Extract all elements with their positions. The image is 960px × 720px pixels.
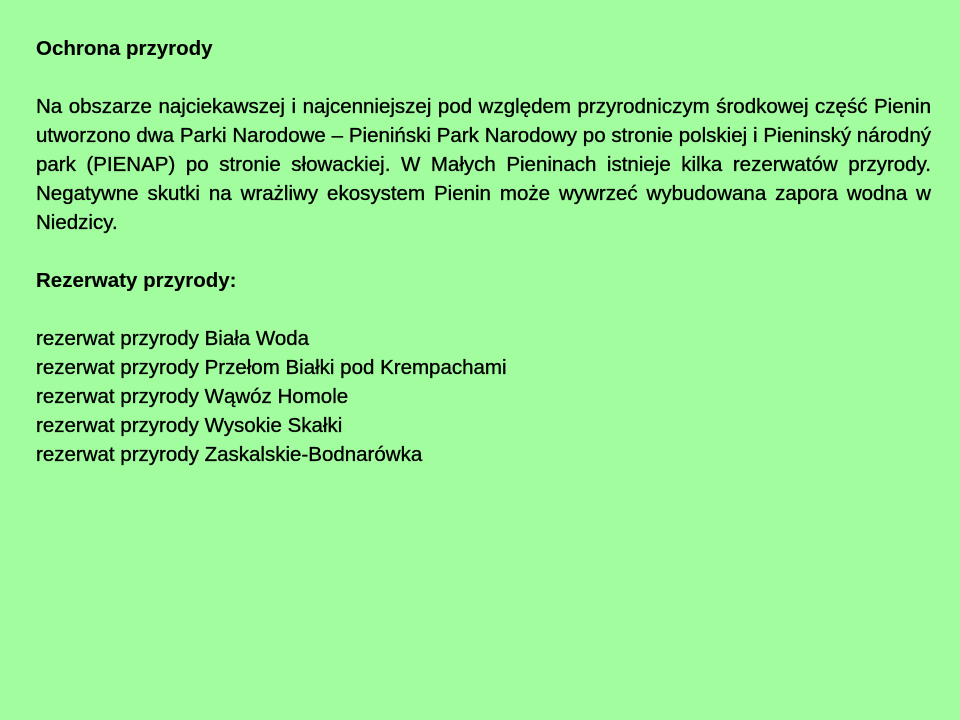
slide-content xyxy=(36,34,936,469)
page-title: Ochrona przyrody xyxy=(36,37,213,60)
list-item: rezerwat przyrody Wąwóz Homole xyxy=(36,385,349,408)
reserves-list xyxy=(36,324,936,469)
reserves-heading: Rezerwaty przyrody: xyxy=(36,269,237,292)
list-item: rezerwat przyrody Biała Woda xyxy=(36,327,310,350)
list-item: rezerwat przyrody Wysokie Skałki xyxy=(36,414,343,437)
list-item: rezerwat przyrody Zaskalskie-Bodnarówka xyxy=(36,443,423,466)
list-item: rezerwat przyrody Przełom Białki pod Krempachami xyxy=(36,356,507,379)
intro-paragraph: Na obszarze najciekawszej i najcenniejszej pod względem przyrodniczym środkowej część Pienin utworzono dwa Parki Narodowe – Pieniński Park Narodowy po stronie polskiej i Pieninský národný park (PIENAP) po stronie słowackiej. W Małych Pieninach istnieje kilka rezerwatów przyrody. Negatywne skutki na wrażliwy ekosystem Pienin może wywrzeć wybudowana zapora wodna w Niedzicy. xyxy=(36,95,931,234)
